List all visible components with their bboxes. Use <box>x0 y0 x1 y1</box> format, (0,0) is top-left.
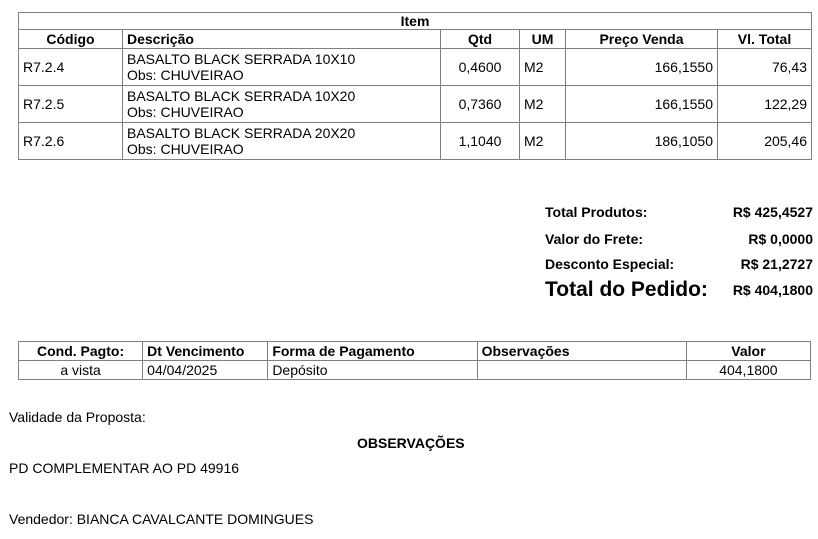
cell-descricao <box>123 86 441 123</box>
observacoes-title: OBSERVAÇÕES <box>357 435 465 451</box>
cell-codigo: R7.2.5 <box>19 86 123 123</box>
header-total: Vl. Total <box>718 30 812 49</box>
desconto-value: R$ 21,2727 <box>740 256 813 272</box>
desconto-line <box>545 255 813 273</box>
cell-dt-vencimento: 04/04/2025 <box>143 361 268 380</box>
frete-label: Valor do Frete: <box>545 231 644 247</box>
desconto-label: Desconto Especial: <box>545 256 675 272</box>
cell-descricao <box>123 49 441 86</box>
header-um: UM <box>520 30 566 49</box>
header-preco: Preço Venda <box>566 30 718 49</box>
observacoes-text: PD COMPLEMENTAR AO PD 49916 <box>9 460 240 476</box>
cell-descricao <box>123 123 441 160</box>
cell-observacoes <box>477 361 686 380</box>
cell-cond-pagto: a vista <box>19 361 143 380</box>
cell-forma-pagamento: Depósito <box>268 361 477 380</box>
table-row <box>19 123 812 160</box>
header-codigo: Código <box>19 30 123 49</box>
frete-line <box>545 230 813 248</box>
item-description: BASALTO BLACK SERRADA 10X10 <box>127 51 356 67</box>
cell-qtd: 0,7360 <box>441 86 520 123</box>
header-valor: Valor <box>686 342 810 361</box>
table-row <box>19 49 812 86</box>
item-obs: Obs: CHUVEIRAO <box>127 104 244 120</box>
header-forma-pagamento: Forma de Pagamento <box>268 342 477 361</box>
cell-um: M2 <box>520 86 566 123</box>
cell-qtd: 0,4600 <box>441 49 520 86</box>
items-caption: Item <box>19 13 812 30</box>
frete-value: R$ 0,0000 <box>748 231 813 247</box>
total-pedido-label: Total do Pedido: <box>545 278 708 301</box>
items-table <box>18 12 812 160</box>
total-produtos-line <box>545 203 813 221</box>
cell-total: 76,43 <box>718 49 812 86</box>
total-pedido-line <box>545 277 813 303</box>
cell-total: 205,46 <box>718 123 812 160</box>
cell-codigo: R7.2.6 <box>19 123 123 160</box>
header-dt-vencimento: Dt Vencimento <box>143 342 268 361</box>
header-descricao: Descrição <box>123 30 441 49</box>
table-row <box>19 361 811 380</box>
header-observacoes: Observações <box>477 342 686 361</box>
table-row <box>19 86 812 123</box>
cell-qtd: 1,1040 <box>441 123 520 160</box>
cell-preco: 166,1550 <box>566 49 718 86</box>
item-obs: Obs: CHUVEIRAO <box>127 67 244 83</box>
total-produtos-label: Total Produtos: <box>545 204 648 220</box>
item-description: BASALTO BLACK SERRADA 10X20 <box>127 88 356 104</box>
cell-codigo: R7.2.4 <box>19 49 123 86</box>
header-cond-pagto: Cond. Pagto: <box>19 342 143 361</box>
validade-proposta: Validade da Proposta: <box>9 409 146 425</box>
header-qtd: Qtd <box>441 30 520 49</box>
cell-um: M2 <box>520 49 566 86</box>
vendedor: Vendedor: BIANCA CAVALCANTE DOMINGUES <box>9 511 314 527</box>
totals-block <box>545 203 813 303</box>
cell-preco: 186,1050 <box>566 123 718 160</box>
item-description: BASALTO BLACK SERRADA 20X20 <box>127 125 356 141</box>
cell-total: 122,29 <box>718 86 812 123</box>
cell-valor: 404,1800 <box>686 361 810 380</box>
item-obs: Obs: CHUVEIRAO <box>127 141 244 157</box>
cell-um: M2 <box>520 123 566 160</box>
cell-preco: 166,1550 <box>566 86 718 123</box>
total-produtos-value: R$ 425,4527 <box>732 204 813 220</box>
total-pedido-value: R$ 404,1800 <box>732 282 813 298</box>
payment-table <box>18 341 811 380</box>
